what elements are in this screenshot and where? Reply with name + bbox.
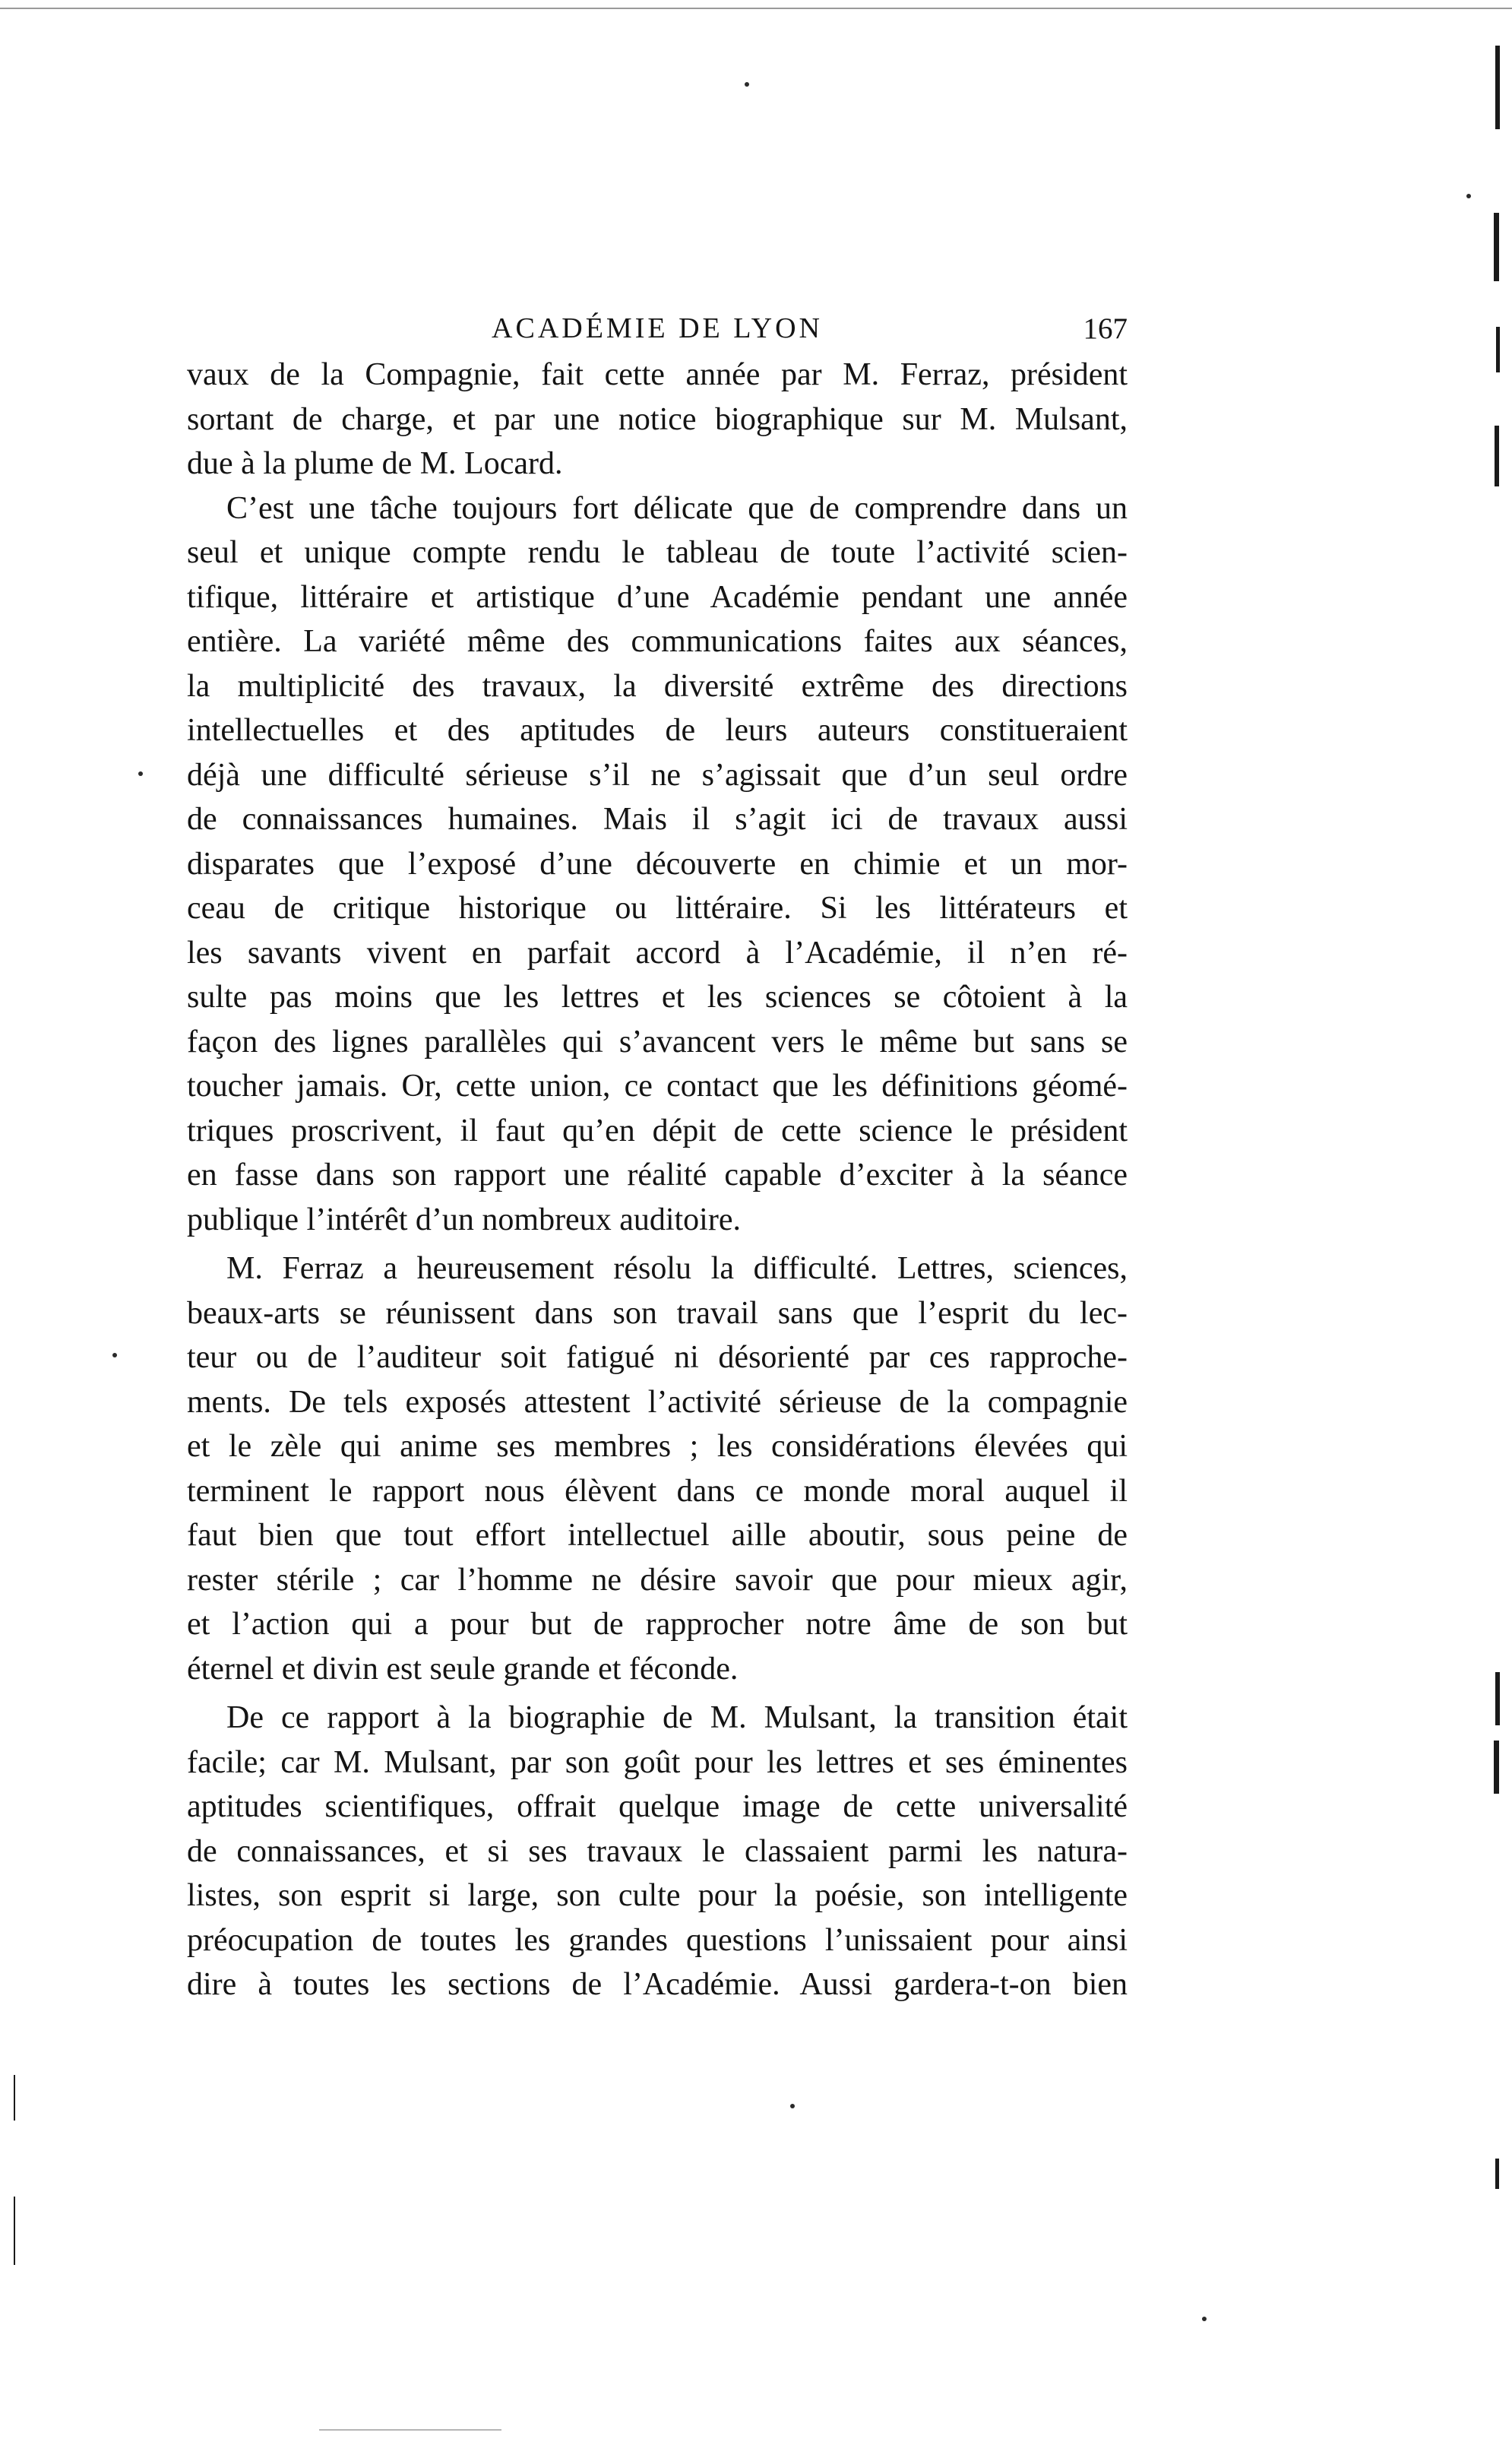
binding-mark [1495,46,1500,129]
scan-edge-top [0,8,1512,9]
text-line: ments. De tels exposés attestent l’activité sérieuse de la compagnie [187,1384,1128,1420]
text-line: de connaissances humaines. Mais il s’agit ici de travaux aussi [187,802,1128,837]
text-line: seul et unique compte rendu le tableau de toute l’activité scien- [187,535,1128,570]
text-line: faut bien que tout effort intellectuel aille aboutir, sous peine de [187,1518,1128,1553]
scan-speck [1202,2317,1207,2321]
text-line: de connaissances, et si ses travaux le classaient parmi les natura- [187,1833,1128,1869]
text-line: C’est une tâche toujours fort délicate que de comprendre dans un [226,490,1128,526]
scan-speck [1466,194,1471,198]
book-page [187,304,1128,2007]
text-line: tifique, littéraire et artistique d’une Académie pendant une année [187,579,1128,615]
binding-mark [1494,1741,1499,1794]
text-line: dire à toutes les sections de l’Académie. Aussi gardera-t-on bien [187,1967,1128,2002]
paragraph-4 [187,1696,1128,2007]
text-line: entière. La variété même des communications faites aux séances, [187,624,1128,659]
text-line: intellectuelles et des aptitudes de leurs auteurs constitueraient [187,713,1128,748]
scan-speck [138,771,143,776]
text-line: M. Ferraz a heureusement résolu la difficulté. Lettres, sciences, [226,1251,1128,1286]
text-line: déjà une difficulté sérieuse s’il ne s’agissait que d’un seul ordre [187,757,1128,793]
text-line: due à la plume de M. Locard. [187,446,563,481]
running-head [187,304,1128,353]
scan-speck [745,82,749,87]
text-line: façon des lignes parallèles qui s’avancent vers le même but sans se [187,1024,1128,1060]
text-line: et l’action qui a pour but de rapprocher notre âme de son but [187,1607,1128,1642]
binding-mark [14,2197,15,2265]
text-line: la multiplicité des travaux, la diversité extrême des directions [187,668,1128,704]
text-line: éternel et divin est seule grande et féconde. [187,1651,739,1687]
binding-mark [14,2075,15,2121]
scan-edge-bottom [319,2429,501,2431]
text-line: en fasse dans son rapport une réalité capable d’exciter à la séance [187,1158,1128,1193]
binding-mark [1495,2159,1499,2189]
text-line: sulte pas moins que les lettres et les sciences se côtoient à la [187,980,1128,1015]
paragraph-1 [187,353,1128,486]
paragraph-3 [187,1246,1128,1691]
page-number: 167 [1083,312,1128,345]
binding-mark [1495,1672,1500,1725]
text-line: triques proscrivent, il faut qu’en dépit de cette science le président [187,1113,1128,1148]
paragraph-2 [187,486,1128,1243]
text-line: teur ou de l’auditeur soit fatigué ni désorienté par ces rapproche- [187,1340,1128,1375]
scan-speck [112,1353,117,1357]
text-line: toucher jamais. Or, cette union, ce contact que les définitions géomé- [187,1069,1128,1104]
text-line: disparates que l’exposé d’une découverte en chimie et un mor- [187,846,1128,882]
text-line: beaux-arts se réunissent dans son travail sans que l’esprit du lec- [187,1295,1128,1331]
text-line: ceau de critique historique ou littéraire. Si les littérateurs et [187,891,1128,926]
text-line: sortant de charge, et par une notice biographique sur M. Mulsant, [187,401,1128,437]
binding-mark [1496,327,1500,372]
binding-mark [1494,213,1499,281]
running-title: ACADÉMIE DE LYON [492,312,823,344]
body-text [187,353,1128,2007]
text-line: préocupation de toutes les grandes questions l’unissaient pour ainsi [187,1922,1128,1958]
binding-mark [1495,426,1499,486]
text-line: et le zèle qui anime ses membres ; les considérations élevées qui [187,1429,1128,1464]
text-line: aptitudes scientifiques, offrait quelque image de cette universalité [187,1789,1128,1824]
text-line: facile; car M. Mulsant, par son goût pour les lettres et ses éminentes [187,1744,1128,1780]
text-line: publique l’intérêt d’un nombreux auditoire. [187,1202,741,1237]
text-line: terminent le rapport nous élèvent dans ce monde moral auquel il [187,1473,1128,1509]
text-line: De ce rapport à la biographie de M. Mulsant, la transition était [226,1700,1128,1735]
text-line: rester stérile ; car l’homme ne désire savoir que pour mieux agir, [187,1562,1128,1598]
text-line: vaux de la Compagnie, fait cette année par M. Ferraz, président [187,357,1128,392]
text-line: les savants vivent en parfait accord à l’Académie, il n’en ré- [187,935,1128,971]
text-line: listes, son esprit si large, son culte pour la poésie, son intelligente [187,1878,1128,1913]
scan-speck [790,2104,795,2108]
